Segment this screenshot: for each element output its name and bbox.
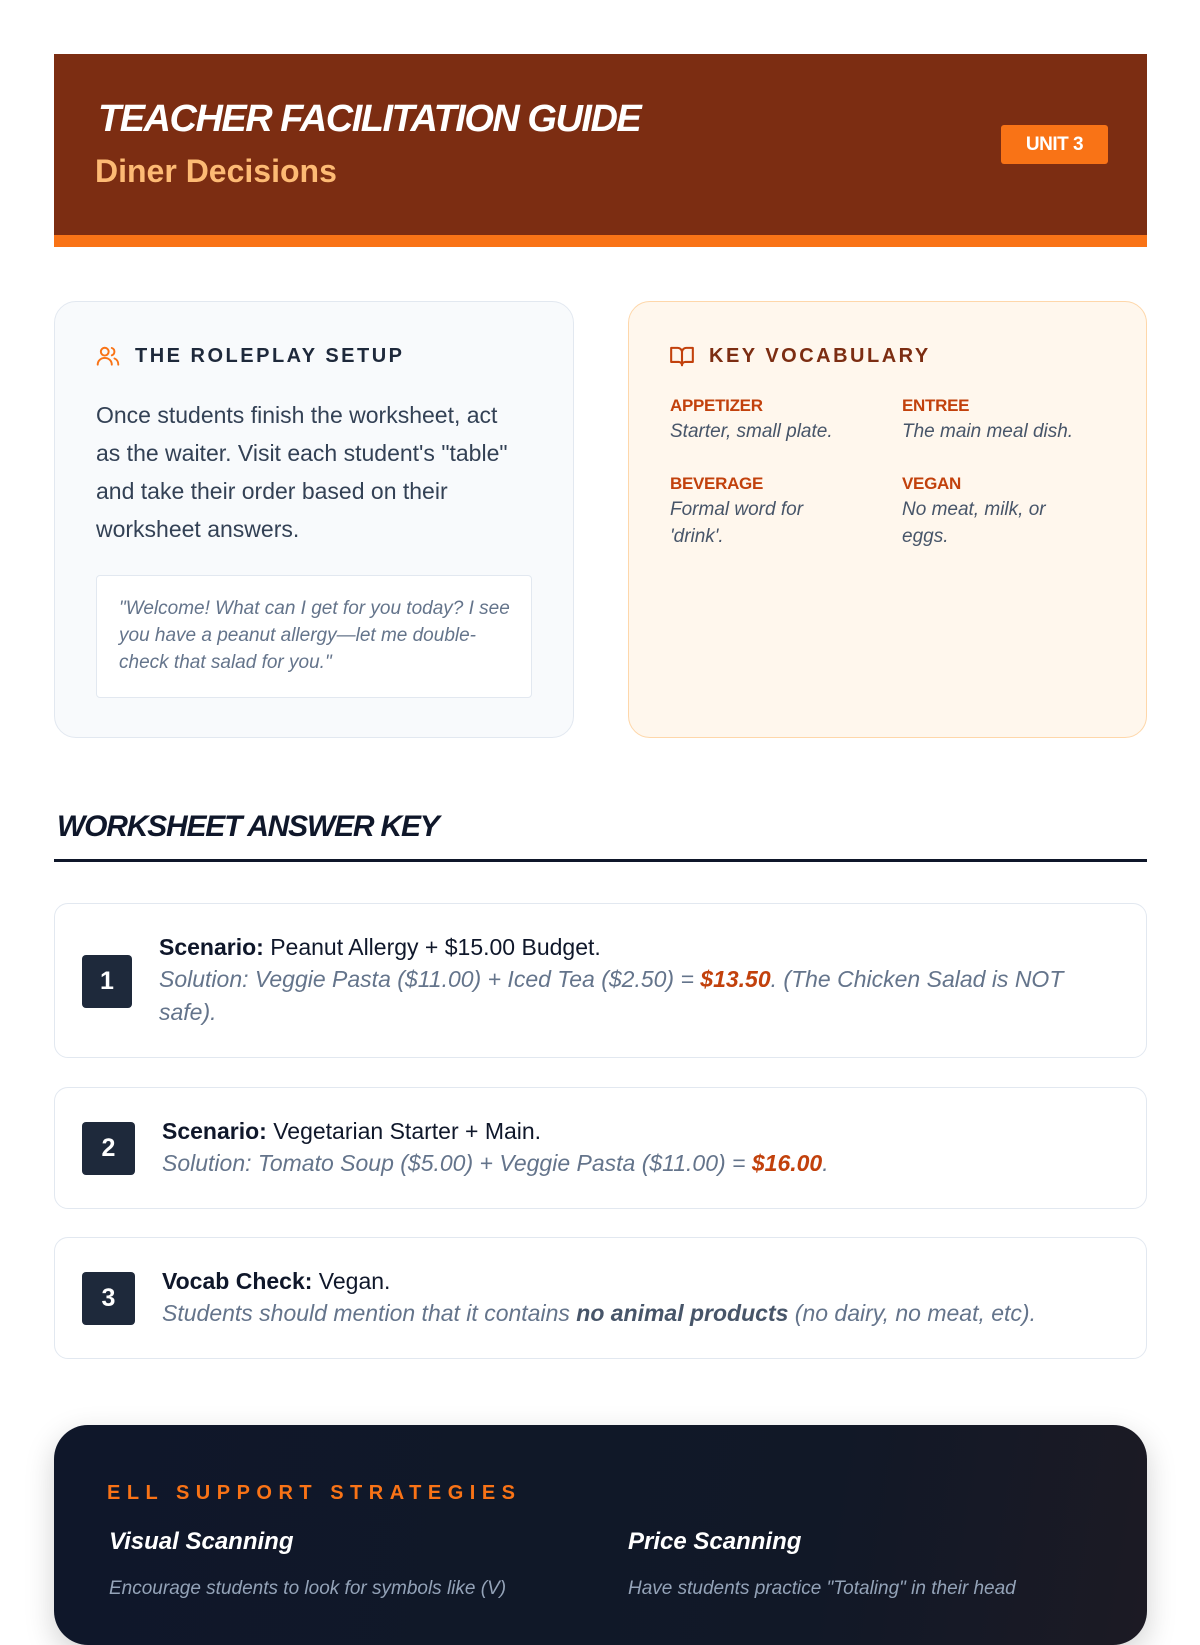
solution-text: Solution: Veggie Pasta ($11.00) + Iced Tea ($2.50) = xyxy=(159,966,701,992)
heading-divider xyxy=(54,859,1147,862)
users-icon xyxy=(95,343,121,369)
ell-strategy-title: Price Scanning xyxy=(628,1528,802,1555)
vocab-term: BEVERAGE xyxy=(670,474,764,493)
vocab-definition: Formal word for 'drink'. xyxy=(670,499,804,547)
answer-item xyxy=(54,1237,1147,1359)
answer-solution xyxy=(159,963,1099,1029)
vocab-definition: Starter, small plate. xyxy=(670,421,833,442)
roleplay-setup-header xyxy=(95,343,405,369)
ell-strategy-text: Have students practice "Totaling" in their head xyxy=(628,1578,1016,1599)
solution-note: (no dairy, no meat, etc). xyxy=(788,1300,1036,1326)
key-vocabulary-header xyxy=(669,343,931,369)
scenario-text: Peanut Allergy + $15.00 Budget. xyxy=(263,934,601,960)
answer-content xyxy=(162,1265,1122,1330)
roleplay-setup-text: Once students finish the worksheet, act as the waiter. Visit each student's "table" and take their order based on their worksheet answers. xyxy=(96,402,508,542)
vocab-definition: The main meal dish. xyxy=(902,421,1074,442)
scenario-text: Vegan. xyxy=(312,1268,391,1294)
scenario-label: Vocab Check: xyxy=(162,1268,313,1294)
solution-text: Students should mention that it contains xyxy=(162,1300,577,1326)
answer-key-heading: WORKSHEET ANSWER KEY xyxy=(57,810,439,843)
vocab-definition: No meat, milk, or eggs. xyxy=(902,499,1046,547)
solution-emphasis: no animal products xyxy=(576,1300,789,1326)
ell-strategy-text: Encourage students to look for symbols like (V) xyxy=(109,1578,507,1599)
solution-note: . (The Chicken Salad is NOT safe). xyxy=(159,966,1064,1025)
answer-content xyxy=(159,931,1099,1029)
answer-number: 2 xyxy=(82,1122,135,1175)
vocab-item xyxy=(902,394,1092,445)
vocab-item xyxy=(902,472,1092,550)
guide-header xyxy=(54,54,1147,247)
vocab-term: ENTREE xyxy=(902,396,970,415)
scenario-text: Vegetarian Starter + Main. xyxy=(266,1118,542,1144)
answer-solution xyxy=(162,1147,1102,1180)
ell-strategy xyxy=(109,1528,569,1600)
solution-note: . xyxy=(822,1150,829,1176)
answer-solution xyxy=(162,1297,1122,1330)
vocab-term: APPETIZER xyxy=(670,396,763,415)
waiter-quote-box xyxy=(96,575,532,698)
scenario-label: Scenario: xyxy=(159,934,264,960)
ell-strategy-title: Visual Scanning xyxy=(109,1528,294,1555)
vocab-item xyxy=(670,394,860,445)
answer-content xyxy=(162,1115,1102,1180)
key-vocabulary-heading: KEY VOCABULARY xyxy=(709,344,931,367)
answer-item xyxy=(54,1087,1147,1209)
answer-number: 1 xyxy=(82,955,132,1008)
solution-total: $13.50 xyxy=(700,966,771,992)
page-subtitle: Diner Decisions xyxy=(95,153,337,189)
roleplay-setup-heading: THE ROLEPLAY SETUP xyxy=(135,344,405,367)
ell-strategy xyxy=(628,1528,1088,1600)
scenario-label: Scenario: xyxy=(162,1118,267,1144)
solution-text: Solution: Tomato Soup ($5.00) + Veggie Pasta ($11.00) = xyxy=(162,1150,752,1176)
vocab-term: VEGAN xyxy=(902,474,961,493)
answer-item xyxy=(54,903,1147,1058)
answer-scenario xyxy=(159,931,1099,963)
unit-badge: UNIT 3 xyxy=(1001,125,1108,164)
answer-scenario xyxy=(162,1115,1102,1147)
answer-scenario xyxy=(162,1265,1122,1297)
vocab-item xyxy=(670,472,860,550)
solution-total: $16.00 xyxy=(751,1150,823,1176)
answer-number: 3 xyxy=(82,1272,135,1325)
page-title: TEACHER FACILITATION GUIDE xyxy=(98,98,641,140)
key-vocabulary-card xyxy=(628,301,1147,738)
waiter-quote: "Welcome! What can I get for you today? I see you have a peanut allergy—let me double-check that salad for you." xyxy=(119,598,510,673)
ell-heading: ELL SUPPORT STRATEGIES xyxy=(107,1482,522,1504)
ell-support-panel xyxy=(54,1425,1147,1645)
book-icon xyxy=(669,343,695,369)
roleplay-setup-card xyxy=(54,301,574,738)
